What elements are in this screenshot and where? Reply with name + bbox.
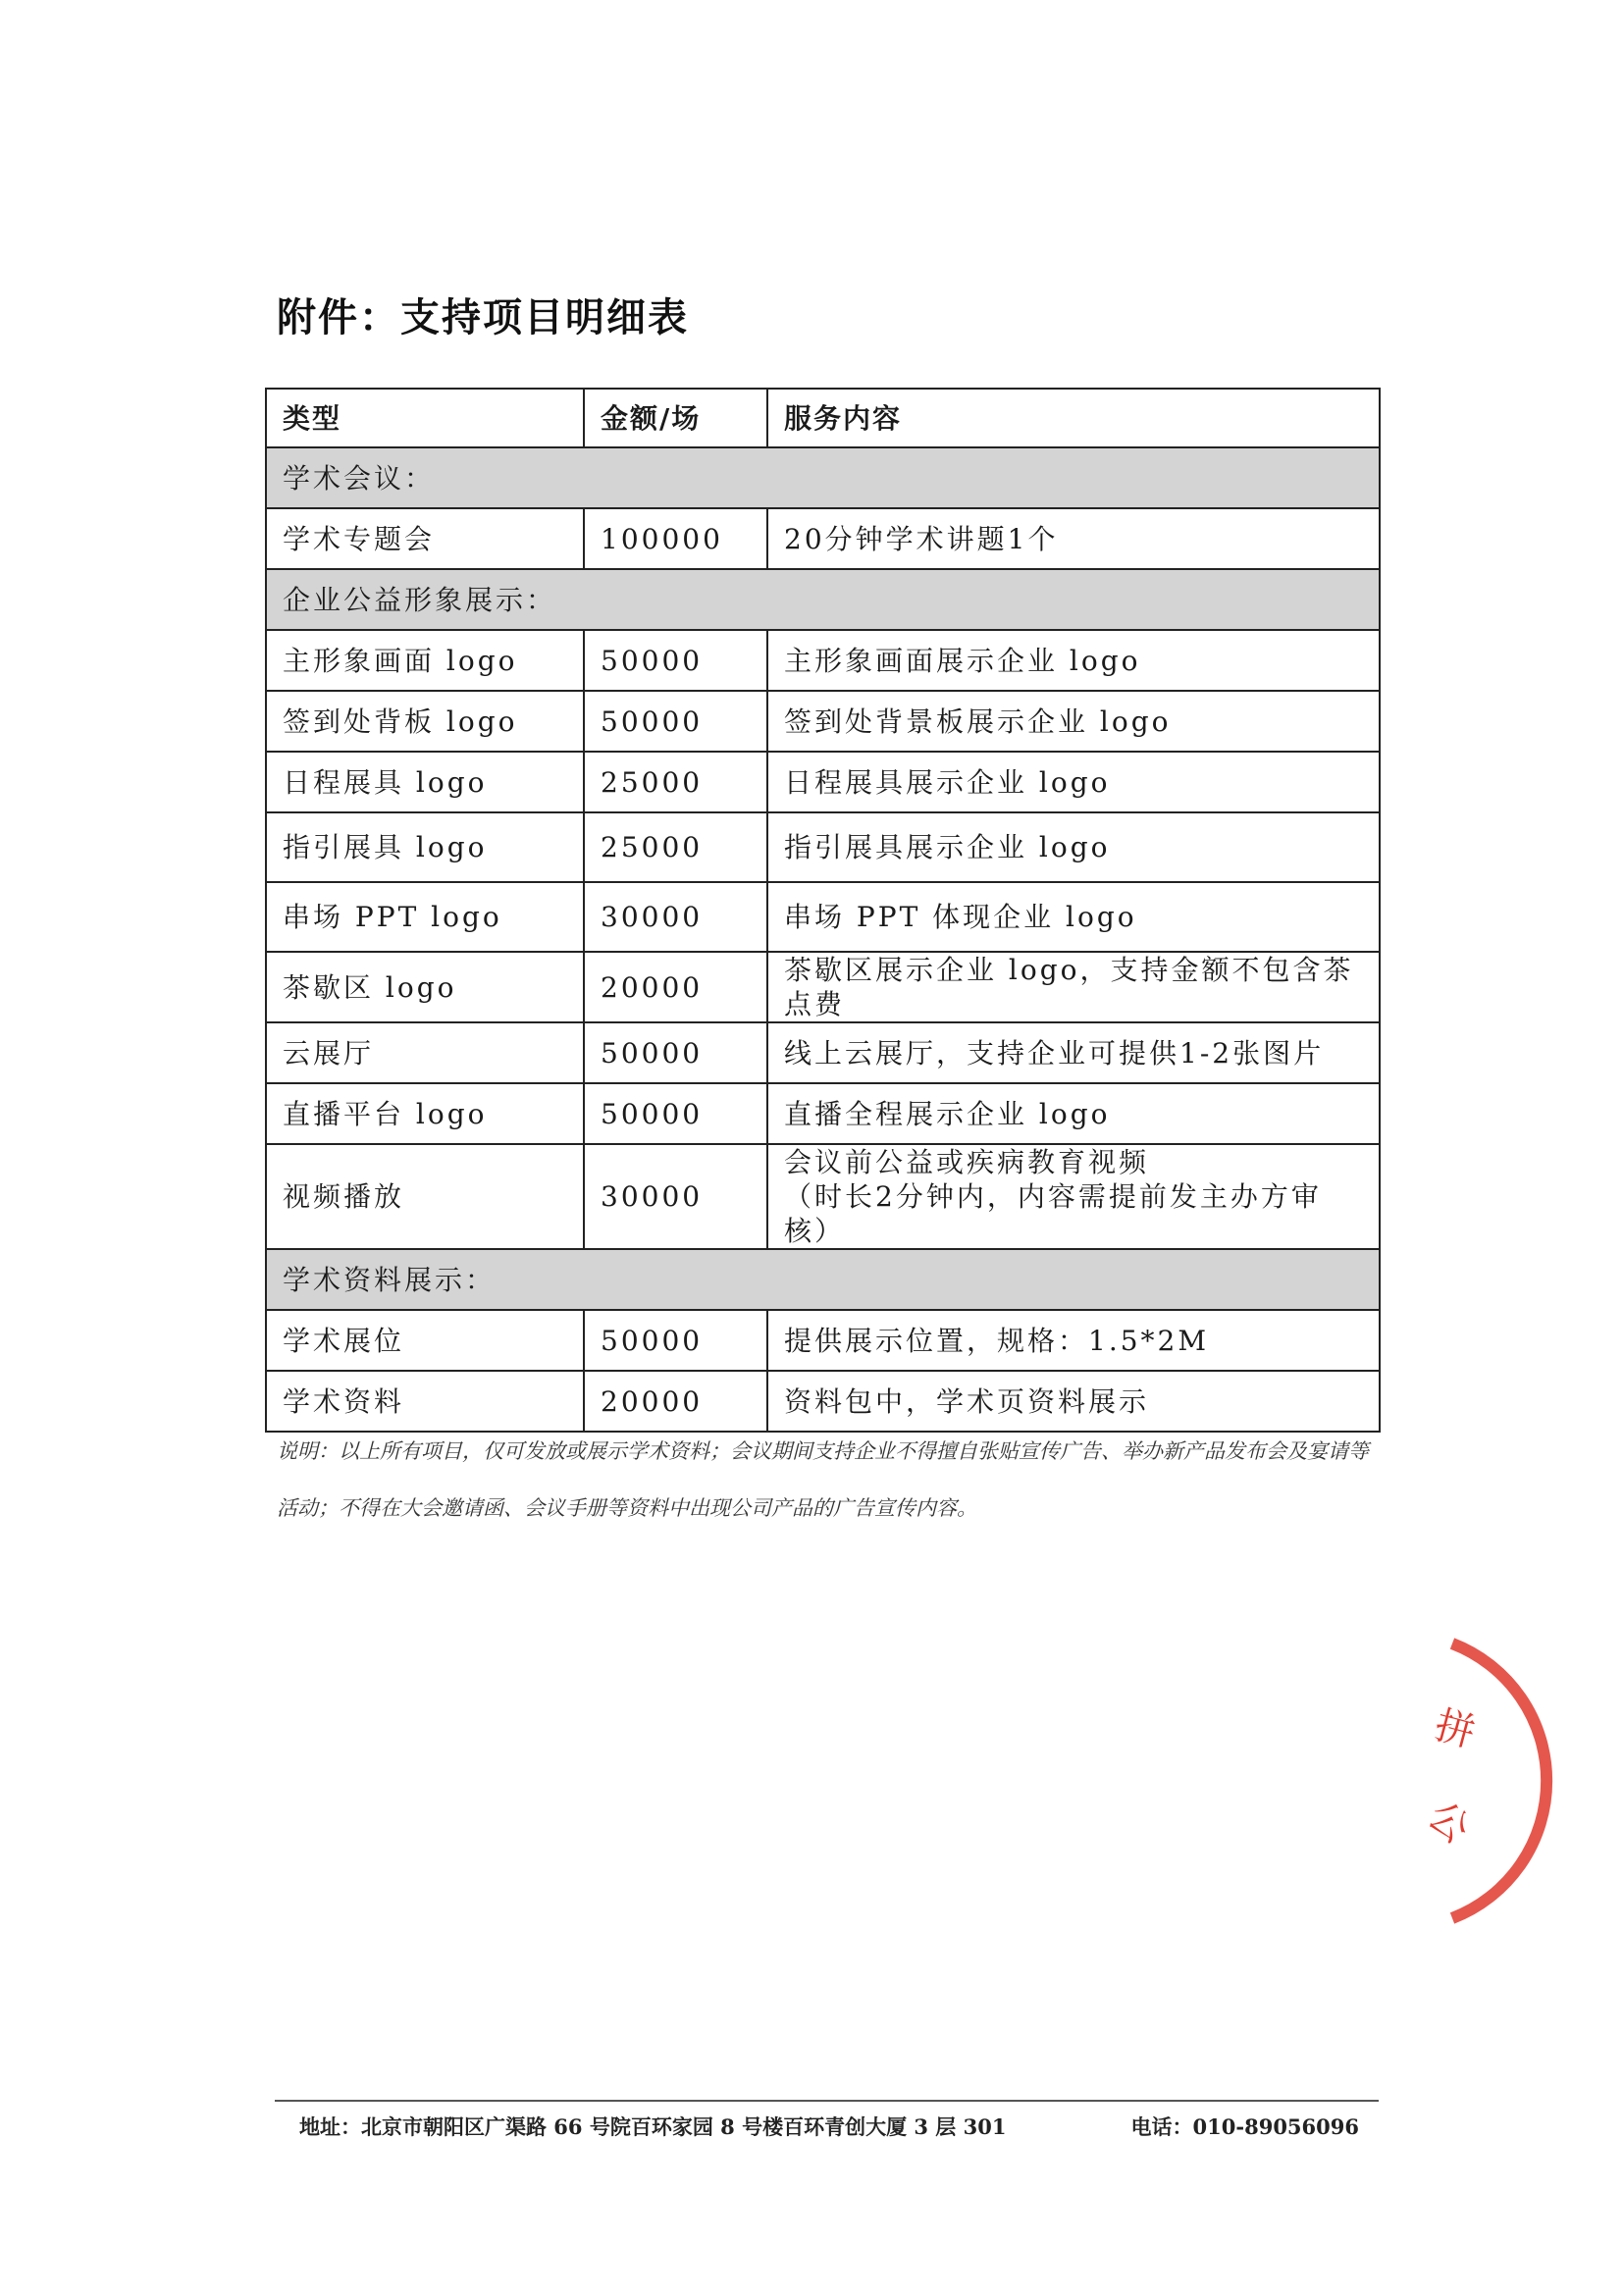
cell-amount: 50000 <box>584 691 767 752</box>
service-line: 主形象画面展示企业 logo <box>784 644 1141 677</box>
service-line: 茶歇区展示企业 logo，支持金额不包含茶点费 <box>784 954 1354 1020</box>
table-row <box>266 952 1380 1022</box>
cell-amount: 20000 <box>584 952 767 1022</box>
table-row <box>266 752 1380 812</box>
cell-service <box>767 882 1380 952</box>
footer-divider <box>275 2100 1379 2102</box>
section-label: 学术会议： <box>266 447 1380 508</box>
table-body <box>266 447 1380 1432</box>
cell-type: 学术展位 <box>266 1310 584 1371</box>
service-line: 线上云展厅，支持企业可提供1-2张图片 <box>784 1036 1325 1070</box>
cell-type: 视频播放 <box>266 1144 584 1249</box>
footer <box>299 2112 1359 2141</box>
cell-amount: 50000 <box>584 630 767 691</box>
table-row <box>266 630 1380 691</box>
cell-type: 直播平台 logo <box>266 1083 584 1144</box>
service-line: 20分钟学术讲题1个 <box>784 522 1059 555</box>
cell-service <box>767 508 1380 569</box>
table-row <box>266 882 1380 952</box>
cell-amount: 20000 <box>584 1371 767 1432</box>
service-line: 资料包中，学术页资料展示 <box>784 1384 1150 1418</box>
cell-amount: 25000 <box>584 812 767 882</box>
cell-service <box>767 1083 1380 1144</box>
table-row <box>266 812 1380 882</box>
table-row <box>266 691 1380 752</box>
cell-type: 签到处背板 logo <box>266 691 584 752</box>
cell-type: 茶歇区 logo <box>266 952 584 1022</box>
cell-amount: 30000 <box>584 1144 767 1249</box>
cell-service <box>767 1022 1380 1083</box>
section-label: 企业公益形象展示： <box>266 569 1380 630</box>
note-text: 说明：以上所有项目，仅可发放或展示学术资料；会议期间支持企业不得擅自张贴宣传广告、举办新产品发布会及宴请等活动；不得在大会邀请函、会议手册等资料中出现公司产品的广告宣传内容。 <box>277 1439 1369 1520</box>
cell-amount: 25000 <box>584 752 767 812</box>
service-line: 指引展具展示企业 logo <box>784 831 1111 863</box>
section-row <box>266 1249 1380 1310</box>
cell-type: 主形象画面 logo <box>266 630 584 691</box>
service-line: 会议前公益或疾病教育视频 <box>784 1146 1150 1178</box>
cell-service <box>767 691 1380 752</box>
red-seal-stamp <box>1413 1624 1623 1938</box>
cell-type: 指引展具 logo <box>266 812 584 882</box>
section-row <box>266 569 1380 630</box>
service-line: （时长2分钟内，内容需提前发主办方审核） <box>784 1180 1322 1247</box>
cell-amount: 50000 <box>584 1022 767 1083</box>
cell-amount: 50000 <box>584 1083 767 1144</box>
service-line: 签到处背景板展示企业 logo <box>784 704 1172 738</box>
header-type: 类型 <box>266 389 584 447</box>
service-line: 日程展具展示企业 logo <box>784 765 1111 799</box>
page-title: 附件：支持项目明细表 <box>277 295 689 340</box>
cell-amount: 50000 <box>584 1310 767 1371</box>
service-line: 提供展示位置，规格：1.5*2M <box>784 1324 1210 1357</box>
section-label: 学术资料展示： <box>266 1249 1380 1310</box>
cell-service <box>767 952 1380 1022</box>
cell-amount: 100000 <box>584 508 767 569</box>
cell-amount: 30000 <box>584 882 767 952</box>
cell-type: 学术专题会 <box>266 508 584 569</box>
seal-char-2: 公 <box>1419 1793 1479 1853</box>
footer-address: 地址：北京市朝阳区广渠路 66 号院百环家园 8 号楼百环青创大厦 3 层 301 <box>299 2114 1007 2139</box>
cell-service <box>767 1310 1380 1371</box>
cell-type: 学术资料 <box>266 1371 584 1432</box>
table-row <box>266 1022 1380 1083</box>
cell-type: 云展厅 <box>266 1022 584 1083</box>
service-line: 直播全程展示企业 logo <box>784 1097 1111 1130</box>
cell-service <box>767 752 1380 812</box>
header-service: 服务内容 <box>767 389 1380 447</box>
service-line: 串场 PPT 体现企业 logo <box>784 901 1137 933</box>
table-row <box>266 508 1380 569</box>
cell-type: 日程展具 logo <box>266 752 584 812</box>
support-items-table <box>265 388 1381 1433</box>
section-row <box>266 447 1380 508</box>
cell-type: 串场 PPT logo <box>266 882 584 952</box>
cell-service <box>767 630 1380 691</box>
footer-phone: 电话：010-89056096 <box>1130 2114 1359 2139</box>
cell-service <box>767 812 1380 882</box>
seal-char-1: 拼 <box>1430 1702 1480 1757</box>
table-row <box>266 1310 1380 1371</box>
table-header-row <box>266 389 1380 447</box>
header-amount: 金额/场 <box>584 389 767 447</box>
cell-service <box>767 1144 1380 1249</box>
seal-ring-arc <box>1452 1644 1546 1918</box>
table-row <box>266 1083 1380 1144</box>
table-row <box>266 1144 1380 1249</box>
